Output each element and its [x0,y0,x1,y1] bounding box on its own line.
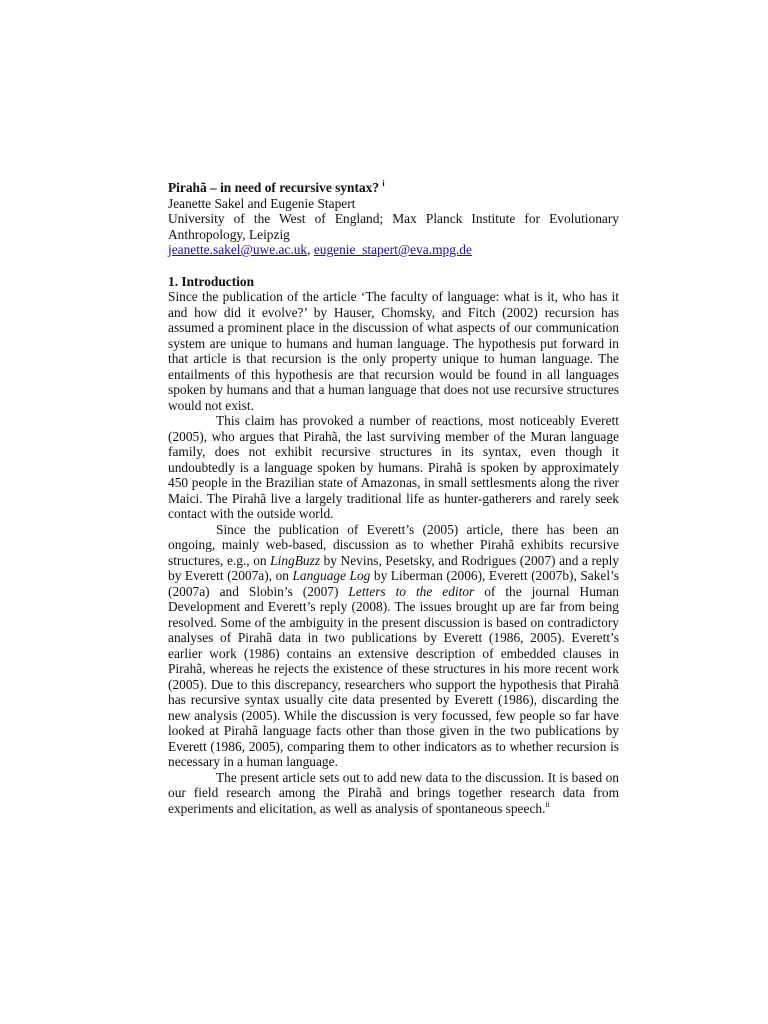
paragraph-3-part-b: by Nevins, Pesetsky, and Rodrigues (2007) and a reply by Everett (2007a), on [168,552,619,583]
paper-page [168,180,619,816]
paragraph-1: Since the publication of the article ‘The faculty of language: what is it, who has it and how did it evolve?’ by Hauser, Chomsky, and Fitch (2002) recursion has assumed a prominent place in the discussion of what aspects of our communication system are unique to humans and human language. The hypothesis put forward in that article is that recursion is the only property unique to human language. The entailments of this hypothesis are that recursion would be found in all languages spoken by humans and that a human language that does not use recursive structures would not exist. [168,289,619,413]
author-emails [168,242,619,258]
language-log-title: Language Log [292,568,371,583]
paragraph-4 [168,770,619,817]
email-link-sakel[interactable]: jeanette.sakel@uwe.ac.uk [168,242,308,257]
paragraph-3 [168,522,619,770]
letters-to-editor-title: Letters to the editor [348,583,475,599]
lingbuzz-title: LingBuzz [270,552,321,568]
paragraph-3-part-d: of the journal Human Development and Everett’s reply (2008). The issues brought up are far from being resolved. Some of the ambiguity in the present discussion is based on contradictory analyses of Pirahã data in two publications by Everett (1986, 2005). Everett’s earlier work (1986) contains an extensive description of embedded clauses in Pirahã, whereas he rejects the existence of these structures in his more recent work (2005). Due to this discrepancy, researchers who support the hypothesis that Pirahã has recursive syntax usually cite data presented by Everett (1986), discarding the new analysis (2005). While the discussion is very focussed, few people so far have looked at Pirahã language facts other than those given in the two publications by Everett (1986, 2005), comparing them to other indicators as to whether recursion is necessary in a human language. [168,583,619,769]
paper-title-text: Pirahã – in need of recursive syntax? [168,180,380,195]
title-footnote-marker[interactable]: i [382,179,385,188]
email-link-stapert[interactable]: eugenie_stapert@eva.mpg.de [313,242,472,257]
section-gap [168,258,619,274]
paragraph-3-part-a: Since the publication of Everett’s (2005) article, there has been an ongoing, mainly web-based, discussion as to whether Pirahã exhibits recursive structures, e.g., on [168,521,619,568]
paragraph-4-footnote-marker[interactable]: ii [545,799,550,809]
paper-title [168,180,619,196]
paragraph-2: This claim has provoked a number of reactions, most noticeably Everett (2005), who argues that Pirahã, the last surviving member of the Muran language family, does not exhibit recursive structures in its syntax, even though it undoubtedly is a language spoken by humans. Pirahã is spoken by approximately 450 people in the Brazilian state of Amazonas, in small settlesments along the river Maici. The Pirahã live a largely traditional life as hunter-gatherers and rarely seek contact with the outside world. [168,413,619,521]
paragraph-3-part-c: by Liberman (2006), Everett (2007b), Sakel’s (2007a) and Slobin’s (2007) [168,568,620,599]
paragraph-4-text: The present article sets out to add new data to the discussion. It is based on our field research among the Pirahã and brings together research data from experiments and elicitation, as well as analysis of spontaneous speech. [168,769,619,816]
author-affiliation: University of the West of England; Max Planck Institute for Evolutionary Anthropology, Leipzig [168,211,619,242]
section-heading: 1. Introduction [168,273,255,289]
email-separator: , [307,242,314,257]
author-names: Jeanette Sakel and Eugenie Stapert [168,195,356,211]
